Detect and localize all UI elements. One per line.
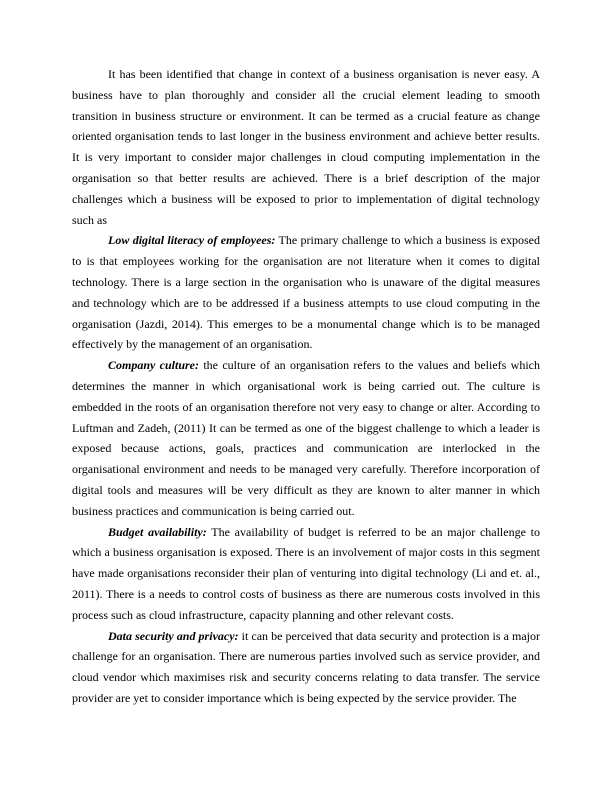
paragraph-budget-availability	[72, 522, 540, 626]
document-page	[72, 64, 540, 764]
paragraph-data-security	[72, 626, 540, 709]
intro-text: It has been identified that change in context of a business organisation is never easy. A business have to plan thoroughly and consider all the crucial element leading to smooth transition in business structure or environment. It can be termed as a crucial feature as change oriented organisation tends to last longer in the business environment and achieve better results. It is very important to consider major challenges in cloud computing implementation in the organisation so that better results are achieved. There is a brief description of the major challenges which a business will be exposed to prior to implementation of digital technology such as	[72, 67, 540, 227]
heading-data-security: Data security and privacy:	[108, 628, 239, 643]
heading-company-culture: Company culture:	[108, 358, 200, 373]
paragraph-company-culture	[72, 355, 540, 521]
text-company-culture: the culture of an organisation refers to the values and beliefs which determines the manner in which organisational work is being carried out. The culture is embedded in the roots of an organisation therefore not very easy to change or alter. According to Luftman and Zadeh, (2011) It can be termed as one of the biggest challenge to which a leader is exposed because actions, goals, practices and communication are interlocked in the organisational environment and needs to be managed very carefully. Therefore incorporation of digital tools and measures will be very difficult as they are known to alter manner in which business practices and communication is being carried out.	[72, 358, 540, 518]
text-digital-literacy: The primary challenge to which a business is exposed to is that employees working for the organisation are not literature when it comes to digital technology. There is a large section in the organisation who is unaware of the digital measures and technology which are to be addressed if a business attempts to use cloud computing in the organisation (Jazdi, 2014). This emerges to be a monumental change which is to be managed effectively by the management of an organisation.	[72, 233, 540, 352]
heading-budget-availability: Budget availability:	[108, 524, 207, 539]
text-budget-availability: The availability of budget is referred to be an major challenge to which a business organisation is exposed. There is an involvement of major costs in this segment have made organisations reconsider their plan of venturing into digital technology (Li and et. al., 2011). There is a needs to control costs of business as there are numerous costs involved in this process such as cloud infrastructure, capacity planning and other relevant costs.	[72, 524, 540, 622]
intro-paragraph	[72, 64, 540, 230]
text-data-security: it can be perceived that data security and protection is a major challenge for an organisation. There are numerous parties involved such as service provider, and cloud vendor which maximises risk and security concerns relating to data transfer. The service provider are yet to consider importance which is being expected by the service provider. The	[72, 628, 541, 705]
paragraph-digital-literacy	[72, 230, 540, 355]
heading-digital-literacy: Low digital literacy of employees:	[108, 233, 276, 248]
